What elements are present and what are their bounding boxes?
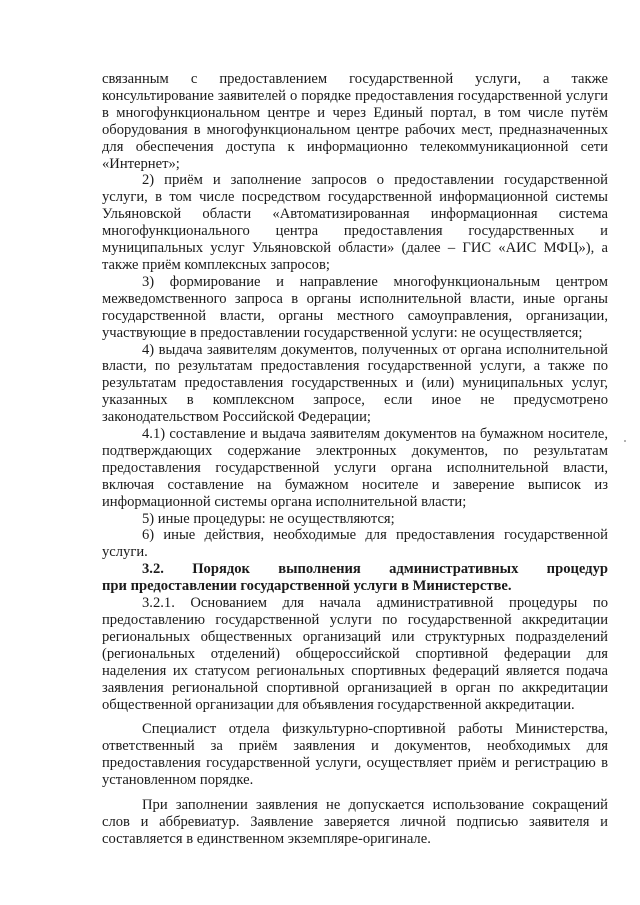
section-number: 3.2. — [142, 561, 164, 578]
section-heading-word: выполнения — [278, 561, 361, 578]
section-heading-word: административных — [389, 561, 519, 578]
paragraph-filling-rules: При заполнении заявления не допускается использование сокращений слов и аббревиатур. Заявление заверяется личной подписью заявителя и составляется в единственном экземпляре-оригинале. — [102, 797, 608, 847]
paragraph-item-4-1: 4.1) составление и выдача заявителям документов на бумажном носителе, подтверждающих содержание электронных документов, по результатам предоставления государственной услуги органа исполнительной власти, включая составление на бумажном носителе и заверение выписок из информационной системы органа исполнительной власти; — [102, 426, 608, 510]
paragraph-item-6: 6) иные действия, необходимые для предоставления государственной услуги. — [102, 527, 608, 561]
section-heading-word: процедур — [546, 561, 608, 578]
paragraph-specialist: Специалист отдела физкультурно-спортивной работы Министерства, ответственный за приём заявления и документов, необходимых для предоставления государственной услуги, осуществляет приём и регистрацию в установленном порядке. — [102, 721, 608, 789]
paragraph-item-4: 4) выдача заявителям документов, полученных от органа исполнительной власти, по результатам предоставления государственной услуги, а также по результатам предоставления государственных и (или) муниципальных услуг, указанных в комплексном запросе, если иное не предусмотрено законодательством Российской Федерации; — [102, 341, 608, 426]
scan-speck — [624, 440, 626, 442]
paragraph-item-2: 2) приём и заполнение запросов о предоставлении государственной услуги, в том числе посредством государственной информационной системы Ульяновской области «Автоматизированная информационная система многофункционального центра предоставления государственных и муниципальных услуг Ульяновской области» (далее – ГИС «АИС МФЦ»), а также приём комплексных запросов; — [102, 172, 608, 273]
paragraph-gap — [102, 713, 608, 721]
paragraph-gap — [102, 789, 608, 797]
section-heading-line-2: при предоставлении государственной услуги в Министерстве. — [102, 578, 512, 595]
paragraph-continuation: связанным с предоставлением государственной услуги, а также консультирование заявителей о порядке предоставления государственной услуги в многофункциональном центре и через Единый портал, в том числе путём оборудования в многофункциональном центре рабочих мест, предназначенных для обеспечения доступа к информационно телекоммуникационной сети «Интернет»; — [102, 71, 608, 172]
paragraph-item-5: 5) иные процедуры: не осуществляются; — [142, 510, 395, 527]
paragraph-item-3: 3) формирование и направление многофункциональным центром межведомственного запроса в органы исполнительной власти, иные органы государственной власти, органы местного самоуправления, организации, участвующие в предоставлении государственной услуги: не осуществляется; — [102, 273, 608, 341]
section-heading — [102, 561, 608, 578]
section-heading-word: Порядок — [192, 561, 250, 578]
paragraph-3-2-1: 3.2.1. Основанием для начала административной процедуры по предоставлению государственной услуги по государственной аккредитации региональных общественных организаций или структурных подразделений (региональных отделений) общероссийской спортивной федерации для наделения их статусом региональных спортивных федераций является подача заявления региональной спортивной организацией в орган по аккредитации общественной организации для объявления государственной аккредитации. — [102, 595, 608, 713]
